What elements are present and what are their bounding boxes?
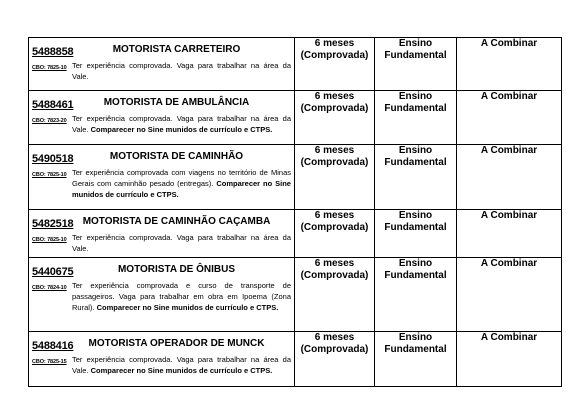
duration: 6 meses: [314, 91, 355, 102]
cbo-code: CBO: 7823-20: [32, 118, 67, 124]
job-description-cell: [29, 145, 295, 210]
duration-cell: [295, 210, 375, 258]
salary: A Combinar: [480, 38, 538, 49]
salary-cell: [457, 210, 562, 258]
table-row: [29, 210, 562, 258]
job-description-cell: [29, 210, 295, 258]
job-instructions: Comparecer no Sine munidos de currículo e CTPS.: [96, 303, 279, 312]
duration-cell: [295, 332, 375, 387]
education-cell: [375, 145, 457, 210]
duration-note: (Comprovada): [300, 50, 369, 61]
salary: A Combinar: [480, 91, 538, 102]
cbo-code: CBO: 7824-10: [32, 285, 67, 291]
cbo-code: CBO: 7825-10: [32, 172, 67, 178]
education-cell: [375, 38, 457, 91]
salary-cell: [457, 145, 562, 210]
duration: 6 meses: [314, 332, 355, 343]
salary: A Combinar: [480, 145, 538, 156]
education-cell: [375, 332, 457, 387]
job-requirements: Ter experiência comprovada. Vaga para trabalhar na área da Vale.: [72, 61, 291, 81]
table-row: [29, 91, 562, 145]
education-line2: Fundamental: [384, 157, 447, 168]
salary-cell: [457, 258, 562, 332]
job-description-cell: [29, 91, 295, 145]
job-requirements: Ter experiência comprovada. Vaga para trabalhar na área da Vale.: [72, 114, 291, 134]
duration-note: (Comprovada): [300, 344, 369, 355]
education-line2: Fundamental: [384, 344, 447, 355]
job-title: MOTORISTA CARRETEIRO: [112, 44, 241, 55]
education-line1: Ensino: [398, 91, 433, 102]
job-code: 5488461: [32, 99, 74, 111]
salary-cell: [457, 91, 562, 145]
cbo-code: CBO: 7825-10: [32, 65, 67, 71]
job-description-cell: [29, 38, 295, 91]
cbo-code: CBO: 7825-10: [32, 237, 67, 243]
job-requirements: Ter experiência comprovada com viagens no território de Minas Gerais com caminhão pesado (entregas).: [72, 168, 291, 188]
job-description-cell: [29, 332, 295, 387]
job-code: 5488416: [32, 340, 74, 352]
job-code: 5482518: [32, 218, 74, 230]
cbo-code: CBO: 7825-15: [32, 359, 67, 365]
job-title: MOTORISTA DE ÔNIBUS: [117, 264, 236, 275]
job-title: MOTORISTA DE CAMINHÃO CAÇAMBA: [82, 216, 271, 227]
duration-cell: [295, 145, 375, 210]
salary: A Combinar: [480, 258, 538, 269]
job-listings-table: [28, 37, 562, 387]
education-line2: Fundamental: [384, 270, 447, 281]
job-code: 5440675: [32, 266, 74, 278]
education-line2: Fundamental: [384, 50, 447, 61]
job-code: 5488858: [32, 46, 74, 58]
education-line1: Ensino: [398, 38, 433, 49]
salary: A Combinar: [480, 332, 538, 343]
duration-cell: [295, 258, 375, 332]
table-row: [29, 145, 562, 210]
duration-note: (Comprovada): [300, 103, 369, 114]
duration: 6 meses: [314, 258, 355, 269]
job-requirements: Ter experiência comprovada. Vaga para trabalhar na área da Vale.: [72, 233, 291, 253]
job-title: MOTORISTA DE AMBULÂNCIA: [103, 97, 250, 108]
job-requirements: Ter experiência comprovada. Vaga para trabalhar na área da Vale.: [72, 355, 291, 375]
job-instructions: Comparecer no Sine munidos de currículo e CTPS.: [90, 125, 273, 134]
table-row: [29, 332, 562, 387]
salary-cell: [457, 38, 562, 91]
job-title: MOTORISTA DE CAMINHÃO: [109, 151, 244, 162]
job-requirements: Ter experiência comprovada e curso de transporte de passageiros. Vaga para trabalhar em obra em Ipoema (Zona Rural).: [72, 281, 291, 312]
table-row: [29, 38, 562, 91]
duration-cell: [295, 38, 375, 91]
education-cell: [375, 210, 457, 258]
job-instructions: Comparecer no Sine munidos de currículo e CTPS.: [90, 366, 273, 375]
education-line1: Ensino: [398, 332, 433, 343]
duration: 6 meses: [314, 145, 355, 156]
job-code: 5490518: [32, 153, 74, 165]
salary: A Combinar: [480, 210, 538, 221]
education-cell: [375, 258, 457, 332]
duration: 6 meses: [314, 210, 355, 221]
salary-cell: [457, 332, 562, 387]
duration-cell: [295, 91, 375, 145]
education-line1: Ensino: [398, 258, 433, 269]
education-line2: Fundamental: [384, 222, 447, 233]
job-title: MOTORISTA OPERADOR DE MUNCK: [88, 338, 265, 349]
duration-note: (Comprovada): [300, 157, 369, 168]
duration-note: (Comprovada): [300, 270, 369, 281]
education-line1: Ensino: [398, 145, 433, 156]
education-line1: Ensino: [398, 210, 433, 221]
table-row: [29, 258, 562, 332]
duration: 6 meses: [314, 38, 355, 49]
education-cell: [375, 91, 457, 145]
education-line2: Fundamental: [384, 103, 447, 114]
job-description-cell: [29, 258, 295, 332]
duration-note: (Comprovada): [300, 222, 369, 233]
job-instructions: Comparecer no Sine munidos de currículo e CTPS.: [72, 179, 291, 199]
